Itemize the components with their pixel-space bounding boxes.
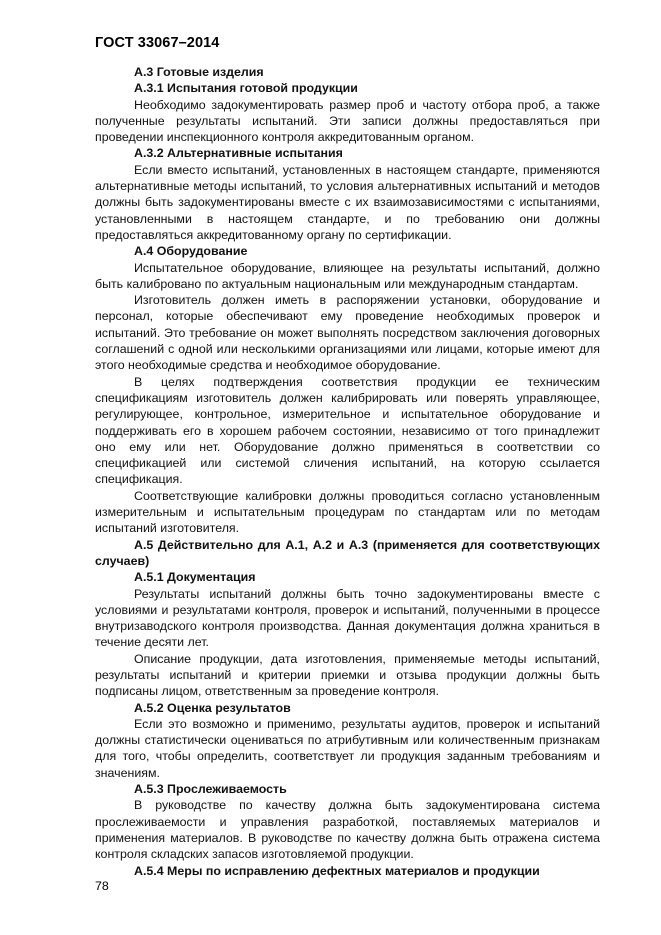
- heading-a4: А.4 Оборудование: [134, 244, 248, 259]
- paragraph: Описание продукции, дата изготовления, применяемые методы испытаний, результаты испытаний и критерии приемки и отзыва продукции должны быть подписаны лицом, ответственным за проведение контроля.: [95, 651, 600, 699]
- heading-a3: А.3 Готовые изделия: [134, 65, 264, 79]
- page-number: 78: [95, 879, 109, 893]
- standard-header: ГОСТ 33067–2014: [95, 35, 220, 51]
- paragraph: Если это возможно и применимо, результаты аудитов, проверок и испытаний должны статистически оцениваться по атрибутивным или количественным признакам для того, чтобы определить, соответствует ли продукция заданным требованиям и значениям.: [95, 716, 600, 780]
- heading-a5-3: А.5.3 Прослеживаемость: [134, 782, 287, 797]
- heading-a5-4: А.5.4 Меры по исправлению дефектных материалов и продукции: [134, 863, 540, 878]
- heading-a5-2: А.5.2 Оценка результатов: [134, 700, 291, 715]
- paragraph: Необходимо задокументировать размер проб и частоту отбора проб, а также полученные результаты испытаний. Эти записи должны предоставляться при проведении инспекционного контроля аккредитованным органом.: [95, 97, 600, 145]
- paragraph: В целях подтверждения соответствия продукции ее техническим спецификациям изготовитель должен калибрировать или поверять управляющее, регулирующее, контрольное, измерительное и испытательное оборудование и поддерживать его в хорошем рабочем состоянии, независимо от того принадлежит оно ему или нет. Оборудование должно применяться в соответствии со спецификацией или системой сличения испытаний, на которую ссылается спецификация.: [95, 374, 600, 487]
- paragraph: Испытательное оборудование, влияющее на результаты испытаний, должно быть калибровано по актуальным национальным или международным стандартам.: [95, 260, 600, 291]
- paragraph: В руководстве по качеству должна быть задокументирована система прослеживаемости и управления разработкой, поставляемых материалов и применения материалов. В руководстве по качеству должна быть отражена система контроля складских запасов изготовляемой продукции.: [95, 798, 600, 862]
- heading-a3-1: А.3.1 Испытания готовой продукции: [134, 81, 358, 96]
- heading-a5-1: А.5.1 Документация: [134, 570, 256, 585]
- paragraph: Соответствующие калибровки должны проводиться согласно установленным измерительным и испытательным процедурам по стандартам или по методам испытаний изготовителя.: [95, 488, 600, 536]
- paragraph: Изготовитель должен иметь в распоряжении установки, оборудование и персонал, которые обеспечивают ему проведение необходимых проверок и испытаний. Это требование он может выполнять посредством заключения договорных соглашений с одной или несколькими организациями или лицами, которые имеют для этого необходимые средства и необходимое оборудование.: [95, 293, 600, 373]
- heading-a3-2: А.3.2 Альтернативные испытания: [134, 146, 343, 161]
- paragraph: Если вместо испытаний, установленных в настоящем стандарте, применяются альтернативные методы испытаний, то условия альтернативных испытаний и методов должны быть задокументированы вместе с их взаимозависимостями с испытаниями, установленными в настоящем стандарте, и по требованию они должны предоставляться аккредитованному органу по сертификации.: [95, 162, 600, 242]
- paragraph: Результаты испытаний должны быть точно задокументированы вместе с условиями и результатами контроля, проверок и испытаний, полученными в процессе внутризаводского контроля производства. Данная документация должна храниться в течение десяти лет.: [95, 586, 600, 650]
- document-body: [95, 64, 600, 879]
- heading-a5: А.5 Действительно для А.1, А.2 и А.3 (применяется для соответствующих случаев): [95, 537, 600, 568]
